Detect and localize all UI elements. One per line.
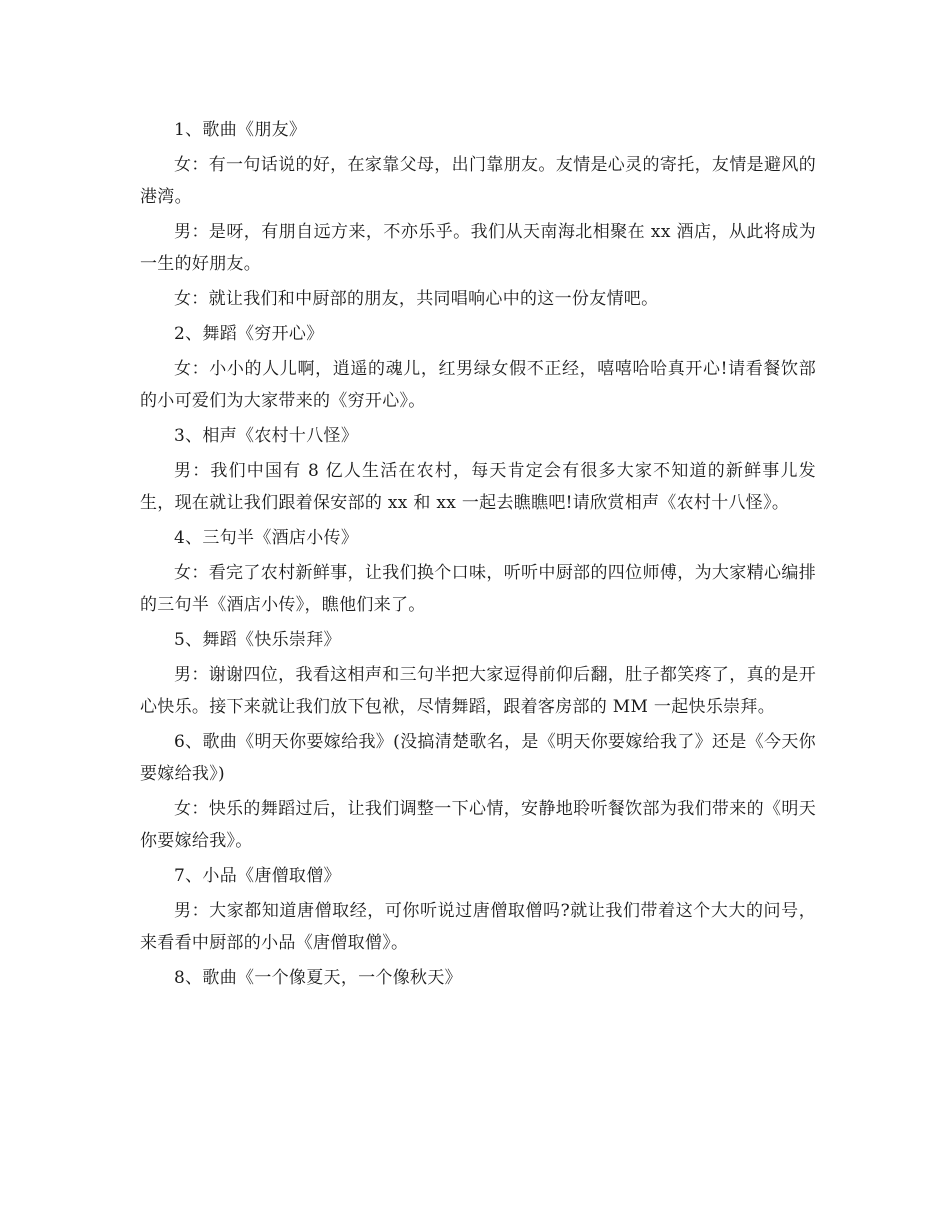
host-line: 男：大家都知道唐僧取经，可你听说过唐僧取僧吗?就让我们带着这个大大的问号，来看看中厨部的小品《唐僧取僧》。: [140, 901, 816, 953]
program-item-heading: 4、三句半《酒店小传》: [174, 528, 359, 548]
program-item-heading: 7、小品《唐僧取僧》: [174, 866, 341, 886]
program-item-heading: 6、歌曲《明天你要嫁给我》(没搞清楚歌名，是《明天你要嫁给我了》还是《今天你要嫁给我》): [140, 732, 816, 784]
host-line: 男：谢谢四位，我看这相声和三句半把大家逗得前仰后翻，肚子都笑疼了，真的是开心快乐。接下来就让我们放下包袱，尽情舞蹈，跟着客房部的 MM 一起快乐崇拜。: [140, 665, 816, 717]
program-item-heading: 3、相声《农村十八怪》: [174, 426, 359, 446]
program-item-heading: 8、歌曲《一个像夏天，一个像秋天》: [174, 968, 462, 988]
program-item-heading: 5、舞蹈《快乐崇拜》: [174, 630, 341, 650]
host-line: 女：小小的人儿啊，逍遥的魂儿，红男绿女假不正经，嘻嘻哈哈真开心!请看餐饮部的小可爱们为大家带来的《穷开心》。: [140, 359, 816, 411]
host-line: 女：看完了农村新鲜事，让我们换个口味，听听中厨部的四位师傅，为大家精心编排的三句半《酒店小传》，瞧他们来了。: [140, 563, 816, 615]
host-line: 女：快乐的舞蹈过后，让我们调整一下心情，安静地聆听餐饮部为我们带来的《明天你要嫁给我》。: [140, 799, 816, 851]
program-item-heading: 1、歌曲《朋友》: [174, 120, 307, 140]
document-body: [140, 114, 816, 997]
program-item-heading: 2、舞蹈《穷开心》: [174, 324, 324, 344]
host-line: 女：就让我们和中厨部的朋友，共同唱响心中的这一份友情吧。: [174, 289, 659, 309]
host-line: 男：我们中国有 8 亿人生活在农村，每天肯定会有很多大家不知道的新鲜事儿发生，现在就让我们跟着保安部的 xx 和 xx 一起去瞧瞧吧!请欣赏相声《农村十八怪》。: [140, 461, 816, 513]
host-line: 女：有一句话说的好，在家靠父母，出门靠朋友。友情是心灵的寄托，友情是避风的港湾。: [140, 155, 816, 207]
host-line: 男：是呀，有朋自远方来，不亦乐乎。我们从天南海北相聚在 xx 酒店，从此将成为一生的好朋友。: [140, 222, 816, 274]
